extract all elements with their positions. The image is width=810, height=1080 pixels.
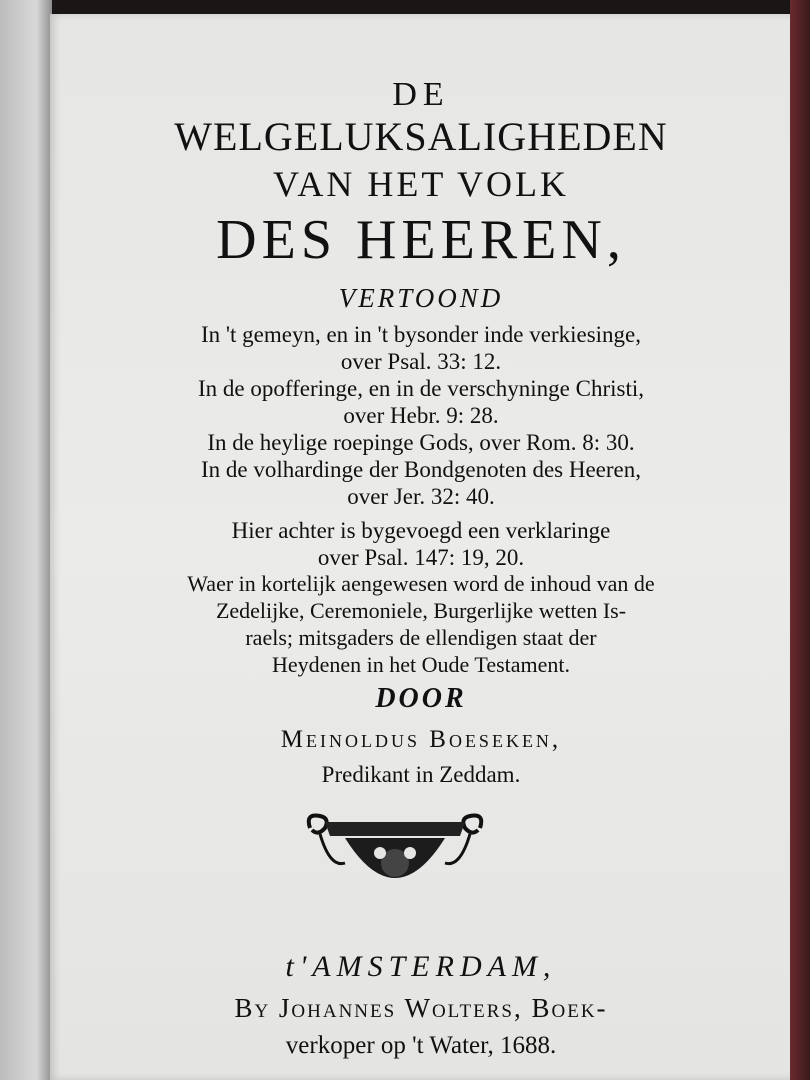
author-name: Meinoldus Boeseken, [280,726,562,753]
author-role: Predikant in Zeddam. [321,762,521,787]
contents-line: over Jer. 32: 40. [347,484,495,509]
title-line-3: VAN HET VOLK [272,164,569,204]
contents-line: In 't gemeyn, en in 't bysonder inde verkiesinge, [200,322,642,347]
subtitle: VERTOOND [338,283,504,313]
contents-line: In de heylige roepinge Gods, over Rom. 8: 30. [207,430,635,455]
contents-line: over Psal. 33: 12. [340,349,502,374]
title-line-1: DE [392,76,450,113]
imprint-place: t'AMSTERDAM, [285,950,557,983]
by-label: DOOR [375,683,467,714]
appendix-line: Waer in kortelijk aengewesen word de inhoud van de [187,571,655,596]
imprint-printer: By Johannes Wolters, Boek- [234,993,608,1023]
imprint-address-year: verkoper op 't Water, 1688. [285,1032,557,1059]
book-cover-edge [790,0,810,1080]
printers-ornament-icon [300,808,490,908]
left-page-edge [0,0,52,1080]
appendix-line: raels; mitsgaders de ellendigen staat der [245,625,597,650]
appendix-line: Zedelijke, Ceremoniele, Burgerlijke wetten Is- [215,598,627,623]
contents-line: In de volhardinge der Bondgenoten des Heeren, [200,457,642,482]
title-line-4: DES HEEREN, [216,209,626,271]
appendix-line: Hier achter is bygevoegd een verklaringe [231,518,611,543]
title-line-2: WELGELUKSALIGHEDEN [174,114,668,159]
appendix-line: over Psal. 147: 19, 20. [317,545,525,570]
appendix-line: Heydenen in het Oude Testament. [271,652,571,677]
contents-line: over Hebr. 9: 28. [343,403,499,428]
contents-line: In de opofferinge, en in de verschyninge Christi, [197,376,645,401]
